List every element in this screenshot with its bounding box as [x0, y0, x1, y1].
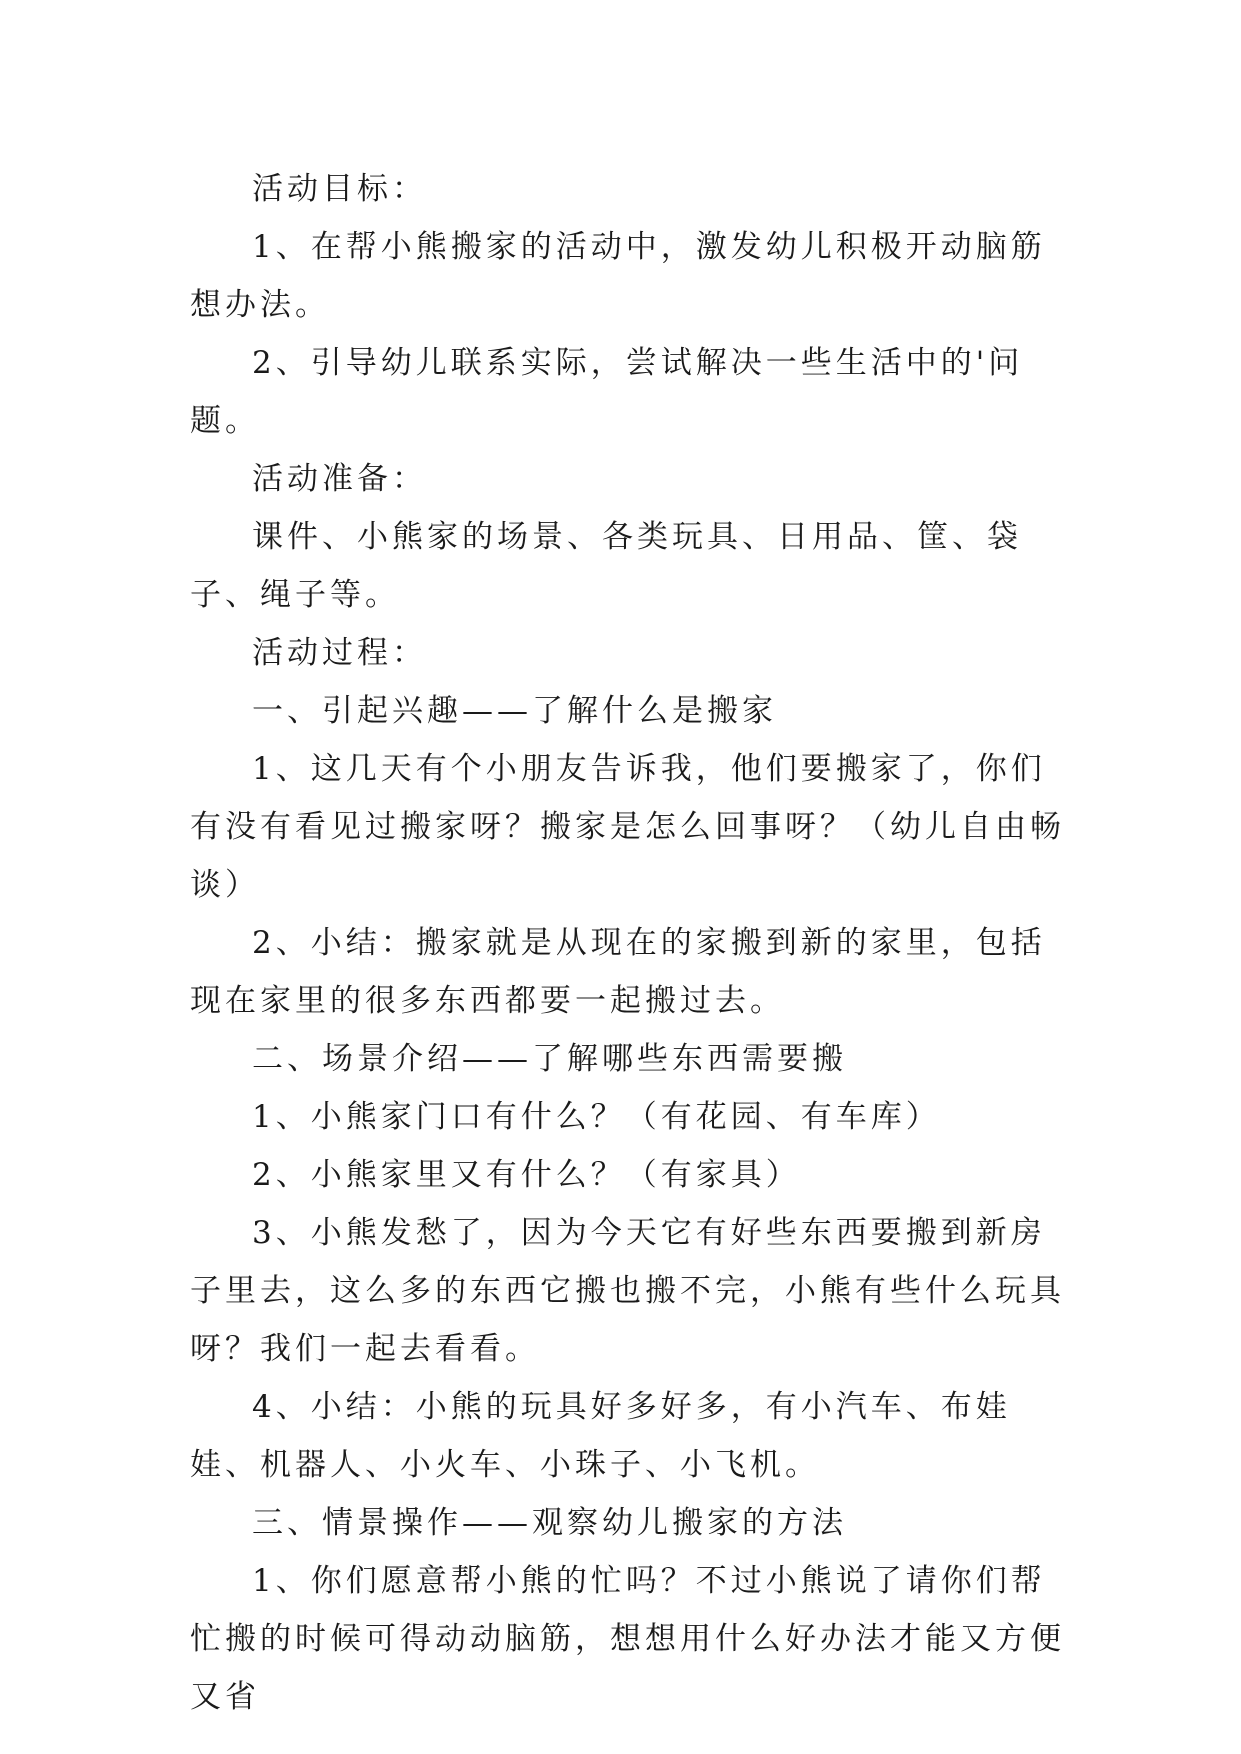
- section-heading-preparation: 活动准备：: [252, 461, 427, 497]
- process-step-2-item-1: 1、小熊家门口有什么？（有花园、有车库）: [252, 1099, 941, 1135]
- section-heading-process: 活动过程：: [252, 635, 427, 671]
- process-step-heading-2: 二、场景介绍——了解哪些东西需要搬: [252, 1041, 847, 1077]
- process-step-2-item-3: 3、小熊发愁了，因为今天它有好些东西要搬到新房子里去，这么多的东西它搬也搬不完，小熊有些什么玩具呀？我们一起去看看。: [190, 1215, 1065, 1367]
- objective-item-2: 2、引导幼儿联系实际，尝试解决一些生活中的'问题。: [190, 345, 1024, 439]
- process-step-heading-1: 一、引起兴趣——了解什么是搬家: [252, 693, 777, 729]
- process-step-2-item-4: 4、小结：小熊的玩具好多好多，有小汽车、布娃娃、机器人、小火车、小珠子、小飞机。: [190, 1389, 1011, 1483]
- process-step-1-item-2: 2、小结：搬家就是从现在的家搬到新的家里，包括现在家里的很多东西都要一起搬过去。: [190, 925, 1046, 1019]
- document-body: [190, 160, 1070, 1726]
- preparation-text: 课件、小熊家的场景、各类玩具、日用品、筐、袋子、绳子等。: [190, 519, 1022, 613]
- process-step-3-item-1: 1、你们愿意帮小熊的忙吗？不过小熊说了请你们帮忙搬的时候可得动动脑筋，想想用什么好办法才能又方便又省: [190, 1563, 1065, 1715]
- section-heading-objectives: 活动目标：: [252, 171, 427, 207]
- objective-item-1: 1、在帮小熊搬家的活动中，激发幼儿积极开动脑筋想办法。: [190, 229, 1046, 323]
- process-step-2-item-2: 2、小熊家里又有什么？（有家具）: [252, 1157, 801, 1193]
- process-step-heading-3: 三、情景操作——观察幼儿搬家的方法: [252, 1505, 847, 1541]
- process-step-1-item-1: 1、这几天有个小朋友告诉我，他们要搬家了，你们有没有看见过搬家呀？搬家是怎么回事呀？（幼儿自由畅谈）: [190, 751, 1065, 903]
